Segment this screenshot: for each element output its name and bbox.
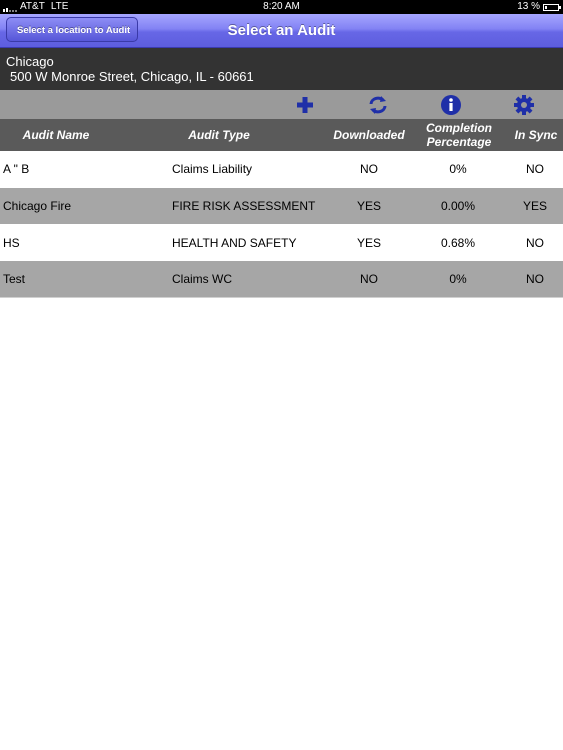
table-row[interactable] <box>0 224 563 261</box>
table-header <box>0 119 563 151</box>
completion-cell: 0.00% <box>440 199 476 214</box>
battery-icon <box>543 4 559 11</box>
completion-cell: 0.68% <box>440 235 476 250</box>
network-label: LTE <box>50 1 69 12</box>
audit-name-cell: A " B <box>3 162 30 177</box>
audit-name-cell: Test <box>3 272 26 287</box>
refresh-button[interactable] <box>366 93 390 117</box>
table-row[interactable] <box>0 261 563 298</box>
info-button[interactable] <box>439 93 463 117</box>
navigation-bar <box>0 14 563 48</box>
table-divider <box>0 297 563 298</box>
back-button-label: Select a location to Audit <box>17 25 131 36</box>
column-header-in-sync: In Sync <box>514 128 558 142</box>
info-icon <box>440 94 462 116</box>
downloaded-cell: NO <box>360 272 378 287</box>
table-row[interactable] <box>0 151 563 188</box>
audit-type-cell: FIRE RISK ASSESSMENT <box>172 199 316 214</box>
in-sync-cell: NO <box>526 162 544 177</box>
battery-percent: 13 % <box>517 1 540 12</box>
add-audit-button[interactable] <box>293 93 317 117</box>
refresh-icon <box>368 95 388 115</box>
plus-icon <box>295 95 315 115</box>
page-title: Select an Audit <box>227 22 336 39</box>
downloaded-cell: YES <box>356 235 381 250</box>
downloaded-cell: NO <box>360 162 378 177</box>
column-header-audit-name: Audit Name <box>22 128 90 142</box>
column-header-completion <box>412 119 506 151</box>
completion-cell: 0% <box>449 162 467 177</box>
status-time: 8:20 AM <box>263 1 300 12</box>
audit-name-cell: Chicago Fire <box>3 199 72 214</box>
settings-button[interactable] <box>512 93 536 117</box>
in-sync-cell: NO <box>526 272 544 287</box>
in-sync-cell: NO <box>526 235 544 250</box>
column-header-completion-line2: Percentage <box>426 135 492 149</box>
in-sync-cell: YES <box>522 199 547 214</box>
completion-cell: 0% <box>449 272 467 287</box>
downloaded-cell: YES <box>356 199 381 214</box>
audit-type-cell: Claims WC <box>172 272 232 287</box>
carrier-label: AT&T <box>20 1 45 12</box>
column-header-audit-type: Audit Type <box>188 128 250 142</box>
location-city: Chicago <box>6 54 54 69</box>
action-toolbar <box>0 90 563 119</box>
column-header-downloaded: Downloaded <box>333 128 405 142</box>
audit-type-cell: Claims Liability <box>172 162 253 177</box>
back-button[interactable] <box>6 17 138 42</box>
status-bar <box>0 0 563 14</box>
audit-name-cell: HS <box>3 235 20 250</box>
status-right <box>517 0 559 14</box>
audit-table <box>0 151 563 298</box>
location-address: 500 W Monroe Street, Chicago, IL - 60661 <box>10 69 254 84</box>
table-row[interactable] <box>0 188 563 225</box>
gear-icon <box>513 94 535 116</box>
audit-type-cell: HEALTH AND SAFETY <box>172 235 297 250</box>
location-header <box>0 48 563 90</box>
column-header-completion-line1: Completion <box>426 121 492 135</box>
